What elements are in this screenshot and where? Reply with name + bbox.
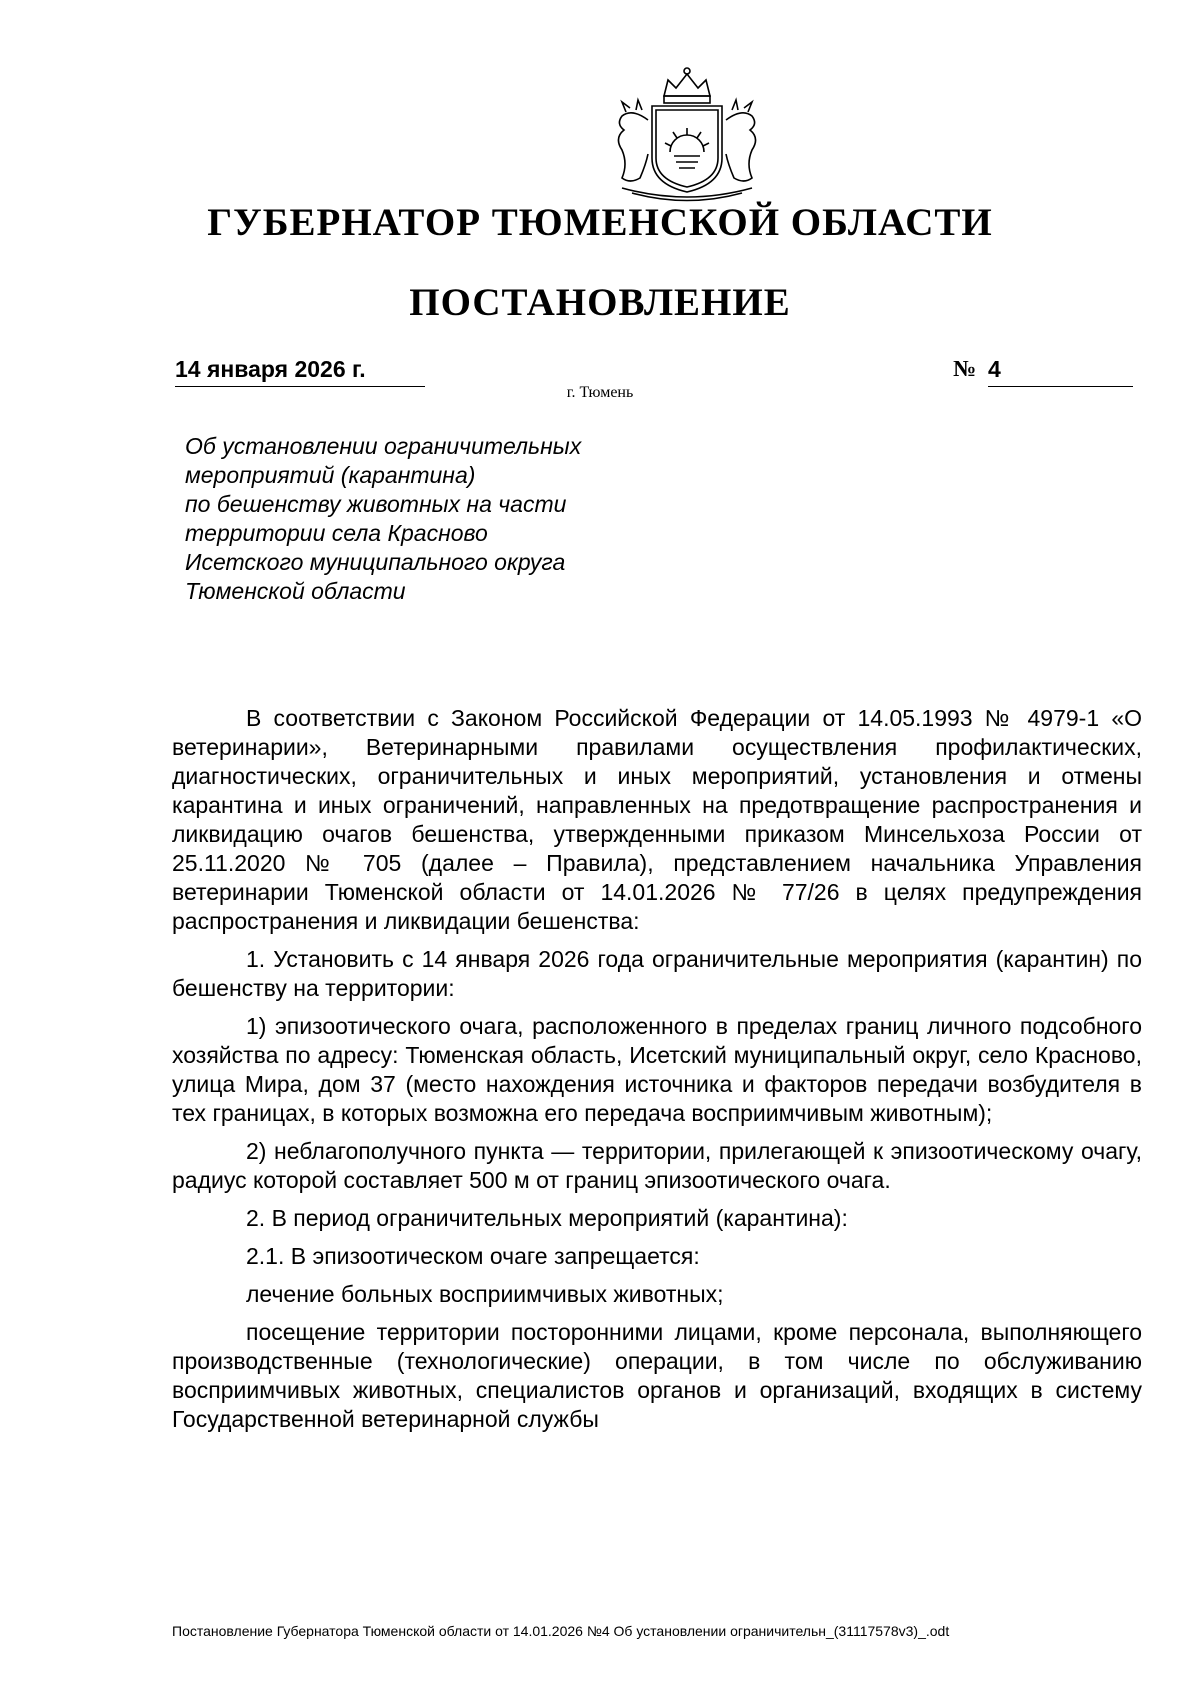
subject-line: Об установлении ограничительных [185,433,582,459]
document-body [172,704,1142,1443]
body-paragraph: лечение больных восприимчивых животных; [246,1281,724,1307]
subject-line: Тюменской области [185,578,406,604]
body-paragraph: 2.1. В эпизоотическом очаге запрещается: [246,1243,700,1269]
body-paragraph: 1) эпизоотического очага, расположенного в пределах границ личного подсобного хозяйства по адресу: Тюменская область, Исетский муниципальный округ, село Красново, улица Мира, дом 37 (место нахождения источника и факторов передачи возбудителя в тех границах, в которых возможна его передача восприимчивым животным); [172,1013,1142,1126]
document-number: 4 [988,352,1133,387]
coat-of-arms-icon [592,66,782,206]
file-footer: Постановление Губернатора Тюменской области от 14.01.2026 №4 Об установлении ограничительн_(31117578v3)_.odt [172,1623,950,1639]
body-paragraph: 2) неблагополучного пункта — территории, прилегающей к эпизоотическому очагу, радиус которой составляет 500 м от границ эпизоотического очага. [172,1138,1142,1193]
document-city: г. Тюмень [566,384,634,401]
body-paragraph: В соответствии с Законом Российской Федерации от 14.05.1993 № 4979-1 «О ветеринарии», Ветеринарными правилами осуществления профилактических, диагностических, ограничительных и иных мероприятий, установления и отмены карантина и иных ограничений, направленных на предотвращение распространения и ликвидацию очагов бешенства, утвержденными приказом Минсельхоза России от 25.11.2020 № 705 (далее – Правила), представлением начальника Управления ветеринарии Тюменской области от 14.01.2026 № 77/26 в целях предупреждения распространения и ликвидации бешенства: [172,705,1142,934]
body-paragraph: 2. В период ограничительных мероприятий (карантина): [246,1205,848,1231]
document-subject [185,432,705,606]
subject-line: Исетского муниципального округа [185,549,566,575]
body-paragraph: посещение территории посторонними лицами, кроме персонала, выполняющего производственные (технологические) операции, в том числе по обслуживанию восприимчивых животных, специалистов органов и организаций, входящих в систему Государственной ветеринарной службы [172,1319,1142,1432]
organization-title: ГУБЕРНАТОР ТЮМЕНСКОЙ ОБЛАСТИ [207,201,993,244]
subject-line: по бешенству животных на части [185,491,567,517]
body-paragraph: 1. Установить с 14 января 2026 года ограничительные мероприятия (карантин) по бешенству на территории: [172,946,1142,1001]
subject-line: территории села Красново [185,520,488,546]
document-date: 14 января 2026 г. [175,352,425,387]
subject-line: мероприятий (карантина) [185,462,476,488]
document-type-title: ПОСТАНОВЛЕНИЕ [409,281,791,324]
number-sign: № [953,356,977,381]
